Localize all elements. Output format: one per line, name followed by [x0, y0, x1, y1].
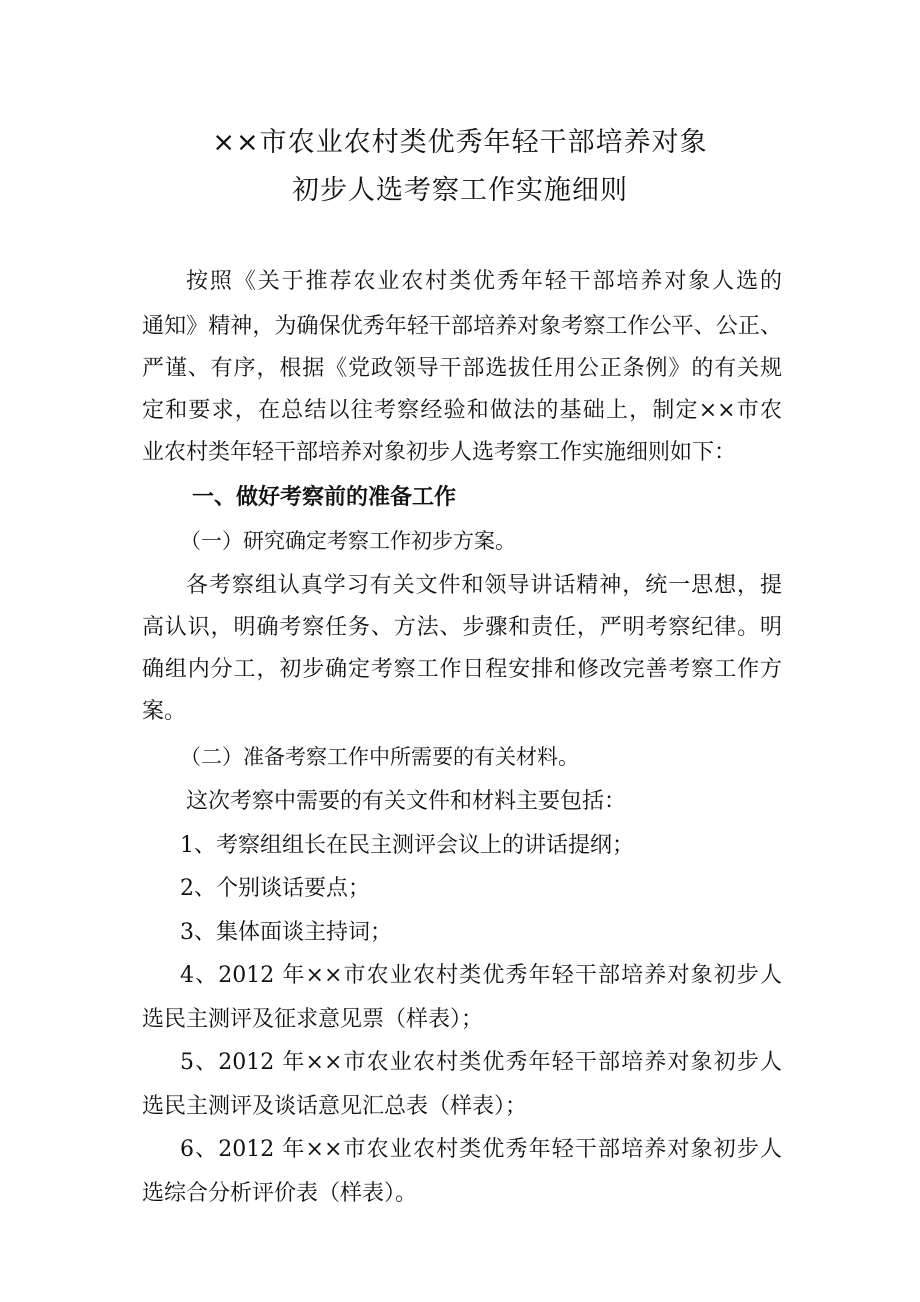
list-item-3: 3、集体面谈主持词；: [180, 920, 392, 945]
list-item-5-line-1: 5、2012 年××市农业农村类优秀年轻干部培养对象初步人: [180, 1050, 782, 1075]
list-item-5-line-2: 选民主测评及谈话意见汇总表（样表）；: [142, 1094, 528, 1119]
list-item-1: 1、考察组组长在民主测评会议上的讲话提纲；: [180, 833, 634, 858]
list-item-6-line-2: 选综合分析评价表（样表）。: [142, 1181, 418, 1206]
intro-line-1: 按照《关于推荐农业农村类优秀年轻干部培养对象人选的: [186, 269, 782, 294]
document-title-line-1: ××市农业农村类优秀年轻干部培养对象: [212, 127, 708, 158]
intro-line-4: 定和要求，在总结以往考察经验和做法的基础上，制定××市农: [142, 398, 782, 423]
sub1-line-4: 案。: [142, 699, 187, 724]
subsection-title-2: （二）准备考察工作中所需要的有关材料。: [180, 745, 579, 769]
section-heading-1: 一、做好考察前的准备工作: [192, 485, 457, 510]
list-item-6-line-1: 6、2012 年××市农业农村类优秀年轻干部培养对象初步人: [180, 1137, 782, 1162]
list-item-4-line-1: 4、2012 年××市农业农村类优秀年轻干部培养对象初步人: [180, 963, 782, 988]
intro-line-2: 通知》精神，为确保优秀年轻干部培养对象考察工作公平、公正、: [142, 314, 782, 339]
sub1-line-1: 各考察组认真学习有关文件和领导讲话精神，统一思想，提: [186, 573, 782, 598]
sub1-line-3: 确组内分工，初步确定考察工作日程安排和修改完善考察工作方: [142, 657, 782, 682]
list-item-4-line-2: 选民主测评及征求意见票（样表）；: [142, 1007, 484, 1032]
sub2-lead: 这次考察中需要的有关文件和材料主要包括：: [186, 789, 627, 814]
sub1-line-2: 高认识，明确考察任务、方法、步骤和责任，严明考察纪律。明: [142, 615, 782, 640]
subsection-title-1: （一）研究确定考察工作初步方案。: [180, 529, 516, 553]
list-item-2: 2、个别谈话要点；: [180, 876, 370, 901]
intro-line-3: 严谨、有序，根据《党政领导干部选拔任用公正条例》的有关规: [142, 356, 782, 381]
document-title-line-2: 初步人选考察工作实施细则: [292, 175, 628, 206]
intro-line-5: 业农村类年轻干部培养对象初步人选考察工作实施细则如下：: [142, 440, 737, 465]
